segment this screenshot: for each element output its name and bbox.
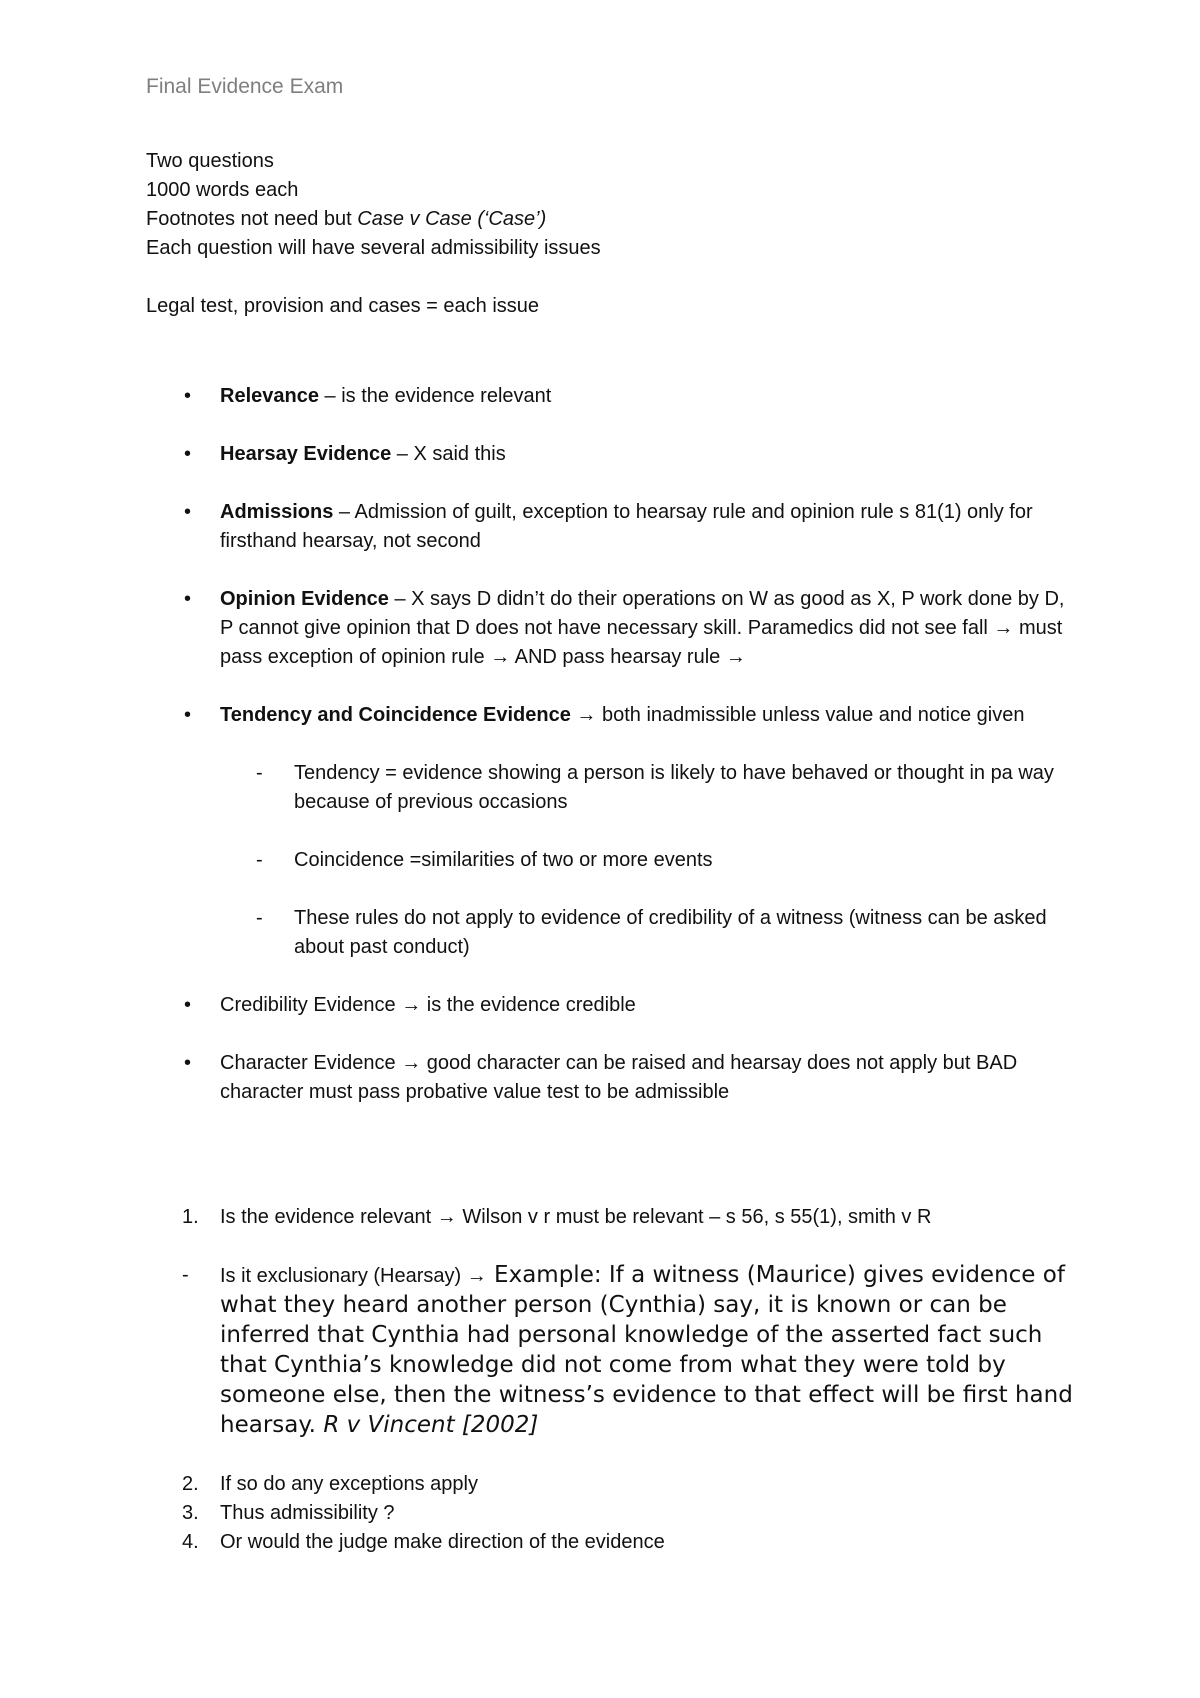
intro-line-words: 1000 words each	[146, 179, 299, 201]
term-opinion: Opinion Evidence	[220, 588, 389, 610]
document-title: Final Evidence Exam	[146, 75, 344, 98]
arrow-right-icon: →	[490, 646, 511, 668]
step-1-relevance	[146, 1203, 1076, 1232]
arrow-right-icon: →	[993, 617, 1014, 639]
step-2-exceptions	[146, 1470, 1076, 1499]
intro-spacer	[146, 263, 601, 292]
step-1-text: Is the evidence relevant	[220, 1206, 437, 1228]
case-citation-vincent: R v Vincent [2002]	[323, 1412, 539, 1438]
arrow-right-icon: →	[436, 1206, 457, 1228]
term-admissions: Admissions	[220, 501, 334, 523]
term-character: Character Evidence	[220, 1052, 402, 1074]
bullet-icon: •	[184, 994, 192, 1016]
list-item-relevance	[146, 382, 1076, 411]
desc-opinion-3: AND pass hearsay rule	[510, 646, 726, 668]
step-3-text: Thus admissibility ?	[220, 1502, 395, 1524]
term-relevance: Relevance	[220, 385, 319, 407]
list-item-credibility	[146, 991, 1076, 1020]
bullet-icon: •	[184, 443, 192, 465]
term-tendency: Tendency and Coincidence Evidence	[220, 704, 571, 726]
step-exclusionary-text: Is it exclusionary (Hearsay)	[220, 1265, 467, 1287]
arrow-right-icon: →	[466, 1265, 487, 1287]
dash-icon: -	[256, 849, 263, 871]
step-4-direction	[146, 1528, 1076, 1557]
arrow-right-icon: →	[401, 994, 422, 1016]
analysis-steps-list	[146, 1203, 1076, 1557]
sub-text-credibility-exception: These rules do not apply to evidence of credibility of a witness (witness can be asked about past conduct)	[294, 907, 1047, 958]
bullet-icon: •	[184, 588, 192, 610]
intro-block	[146, 147, 601, 321]
case-citation-format: Case v Case (‘Case’)	[357, 208, 547, 230]
dash-icon: -	[256, 907, 263, 929]
desc-admissions: – Admission of guilt, exception to hearsay rule and opinion rule s 81(1) only for firsthand hearsay, not second	[220, 501, 1033, 552]
desc-relevance: – is the evidence relevant	[318, 385, 552, 407]
sub-text-coincidence: Coincidence =similarities of two or more events	[294, 849, 713, 871]
desc-opinion-1: – X says D didn’t do their operations on W as good as X, P work done by D, P cannot give opinion that D does not have necessary skill. Paramedics did not see fall	[220, 588, 1065, 639]
intro-line-questions: Two questions	[146, 150, 274, 172]
step-number: 3.	[182, 1502, 199, 1524]
list-item-tendency	[146, 701, 1076, 962]
intro-line-footnotes	[146, 205, 601, 234]
tendency-sub-list	[220, 759, 1076, 962]
desc-tendency: both inadmissible unless value and notice given	[596, 704, 1025, 726]
step-3-admissibility	[146, 1499, 1076, 1528]
step-4-text: Or would the judge make direction of the evidence	[220, 1531, 665, 1553]
list-item-character	[146, 1049, 1076, 1107]
sub-item-coincidence-definition	[146, 846, 1076, 875]
step-exclusionary-hearsay	[146, 1261, 1076, 1441]
sub-text-tendency: Tendency = evidence showing a person is likely to have behaved or thought in pa way because of previous occasions	[294, 762, 1054, 813]
list-item-admissions	[146, 498, 1076, 556]
dash-icon: -	[256, 762, 263, 784]
sub-item-tendency-definition	[146, 759, 1076, 817]
arrow-right-icon: →	[725, 646, 746, 668]
desc-character: good character can be raised and hearsay does not apply but BAD character must pass probative value test to be admissible	[220, 1052, 1018, 1103]
term-hearsay: Hearsay Evidence	[220, 443, 392, 465]
step-number: 1.	[182, 1206, 199, 1228]
list-item-opinion	[146, 585, 1076, 672]
evidence-types-list	[146, 382, 1076, 1136]
arrow-right-icon: →	[401, 1052, 422, 1074]
footnotes-text: Footnotes not need but	[146, 208, 358, 230]
intro-line-issues: Each question will have several admissibility issues	[146, 237, 601, 259]
bullet-icon: •	[184, 501, 192, 523]
desc-opinion-2: must pass exception of opinion rule	[220, 617, 1063, 668]
arrow-right-icon: →	[576, 704, 597, 726]
hearsay-example-text: Example: If a witness (Maurice) gives evidence of what they heard another person (Cynthia) say, it is known or can be inferred that Cynthia had personal knowledge of the asserted fact such that Cynthia’s knowledge did not come from what they were told by someone else, then the witness’s evidence to that effect will be first hand hearsay.	[220, 1262, 1073, 1438]
bullet-icon: •	[184, 385, 192, 407]
bullet-icon: •	[184, 704, 192, 726]
desc-hearsay: – X said this	[391, 443, 506, 465]
step-2-text: If so do any exceptions apply	[220, 1473, 478, 1495]
list-item-hearsay	[146, 440, 1076, 469]
step-number: 4.	[182, 1531, 199, 1553]
term-credibility: Credibility Evidence	[220, 994, 402, 1016]
dash-icon: -	[182, 1264, 189, 1286]
sub-item-credibility-exception	[146, 904, 1076, 962]
step-1-cases: Wilson v r must be relevant – s 56, s 55(1), smith v R	[456, 1206, 932, 1228]
desc-credibility: is the evidence credible	[421, 994, 636, 1016]
intro-line-legal-test: Legal test, provision and cases = each issue	[146, 295, 540, 317]
bullet-icon: •	[184, 1052, 192, 1074]
step-number: 2.	[182, 1473, 199, 1495]
